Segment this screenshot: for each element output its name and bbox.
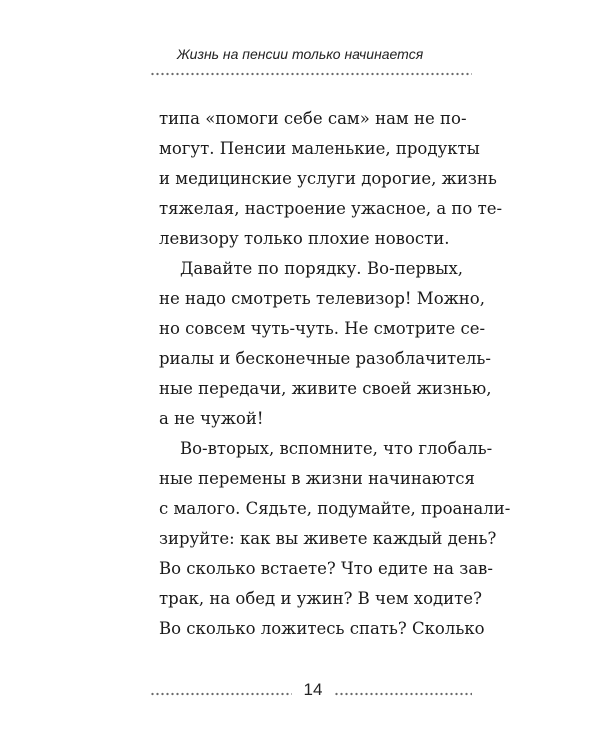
text-line: Во сколько встаете? Что едите на зав- bbox=[159, 559, 493, 578]
page-number: 14 bbox=[303, 680, 323, 699]
header-dotted-rule bbox=[150, 71, 472, 77]
footer-dotted-rule-left bbox=[150, 691, 292, 697]
text-line: тяжелая, настроение ужасное, а по те- bbox=[159, 199, 503, 218]
text-line: трак, на обед и ужин? В чем ходите? bbox=[159, 589, 482, 608]
text-line: левизору только плохие новости. bbox=[159, 229, 450, 248]
text-line: с малого. Сядьте, подумайте, проанали- bbox=[159, 499, 511, 518]
text-line: а не чужой! bbox=[159, 409, 264, 428]
footer-dotted-rule-right bbox=[334, 691, 472, 697]
text-line: Во-вторых, вспомните, что глобаль- bbox=[180, 439, 493, 458]
text-line: Во сколько ложитесь спать? Сколько bbox=[159, 619, 485, 638]
text-line: ные передачи, живите своей жизнью, bbox=[159, 379, 492, 398]
text-line: не надо смотреть телевизор! Можно, bbox=[159, 289, 485, 308]
text-line: Давайте по порядку. Во-первых, bbox=[180, 259, 463, 278]
text-line: риалы и бесконечные разоблачитель- bbox=[159, 349, 491, 368]
running-header-title: Жизнь на пенсии только начинается bbox=[176, 46, 424, 62]
text-line: и медицинские услуги дорогие, жизнь bbox=[159, 169, 497, 188]
text-line: но совсем чуть-чуть. Не смотрите се- bbox=[159, 319, 486, 338]
text-line: зируйте: как вы живете каждый день? bbox=[159, 529, 497, 548]
text-line: могут. Пенсии маленькие, продукты bbox=[159, 139, 480, 158]
text-line: типа «помоги себе сам» нам не по- bbox=[159, 109, 467, 128]
page-body-text bbox=[159, 104, 511, 644]
text-line: ные перемены в жизни начинаются bbox=[159, 469, 475, 488]
